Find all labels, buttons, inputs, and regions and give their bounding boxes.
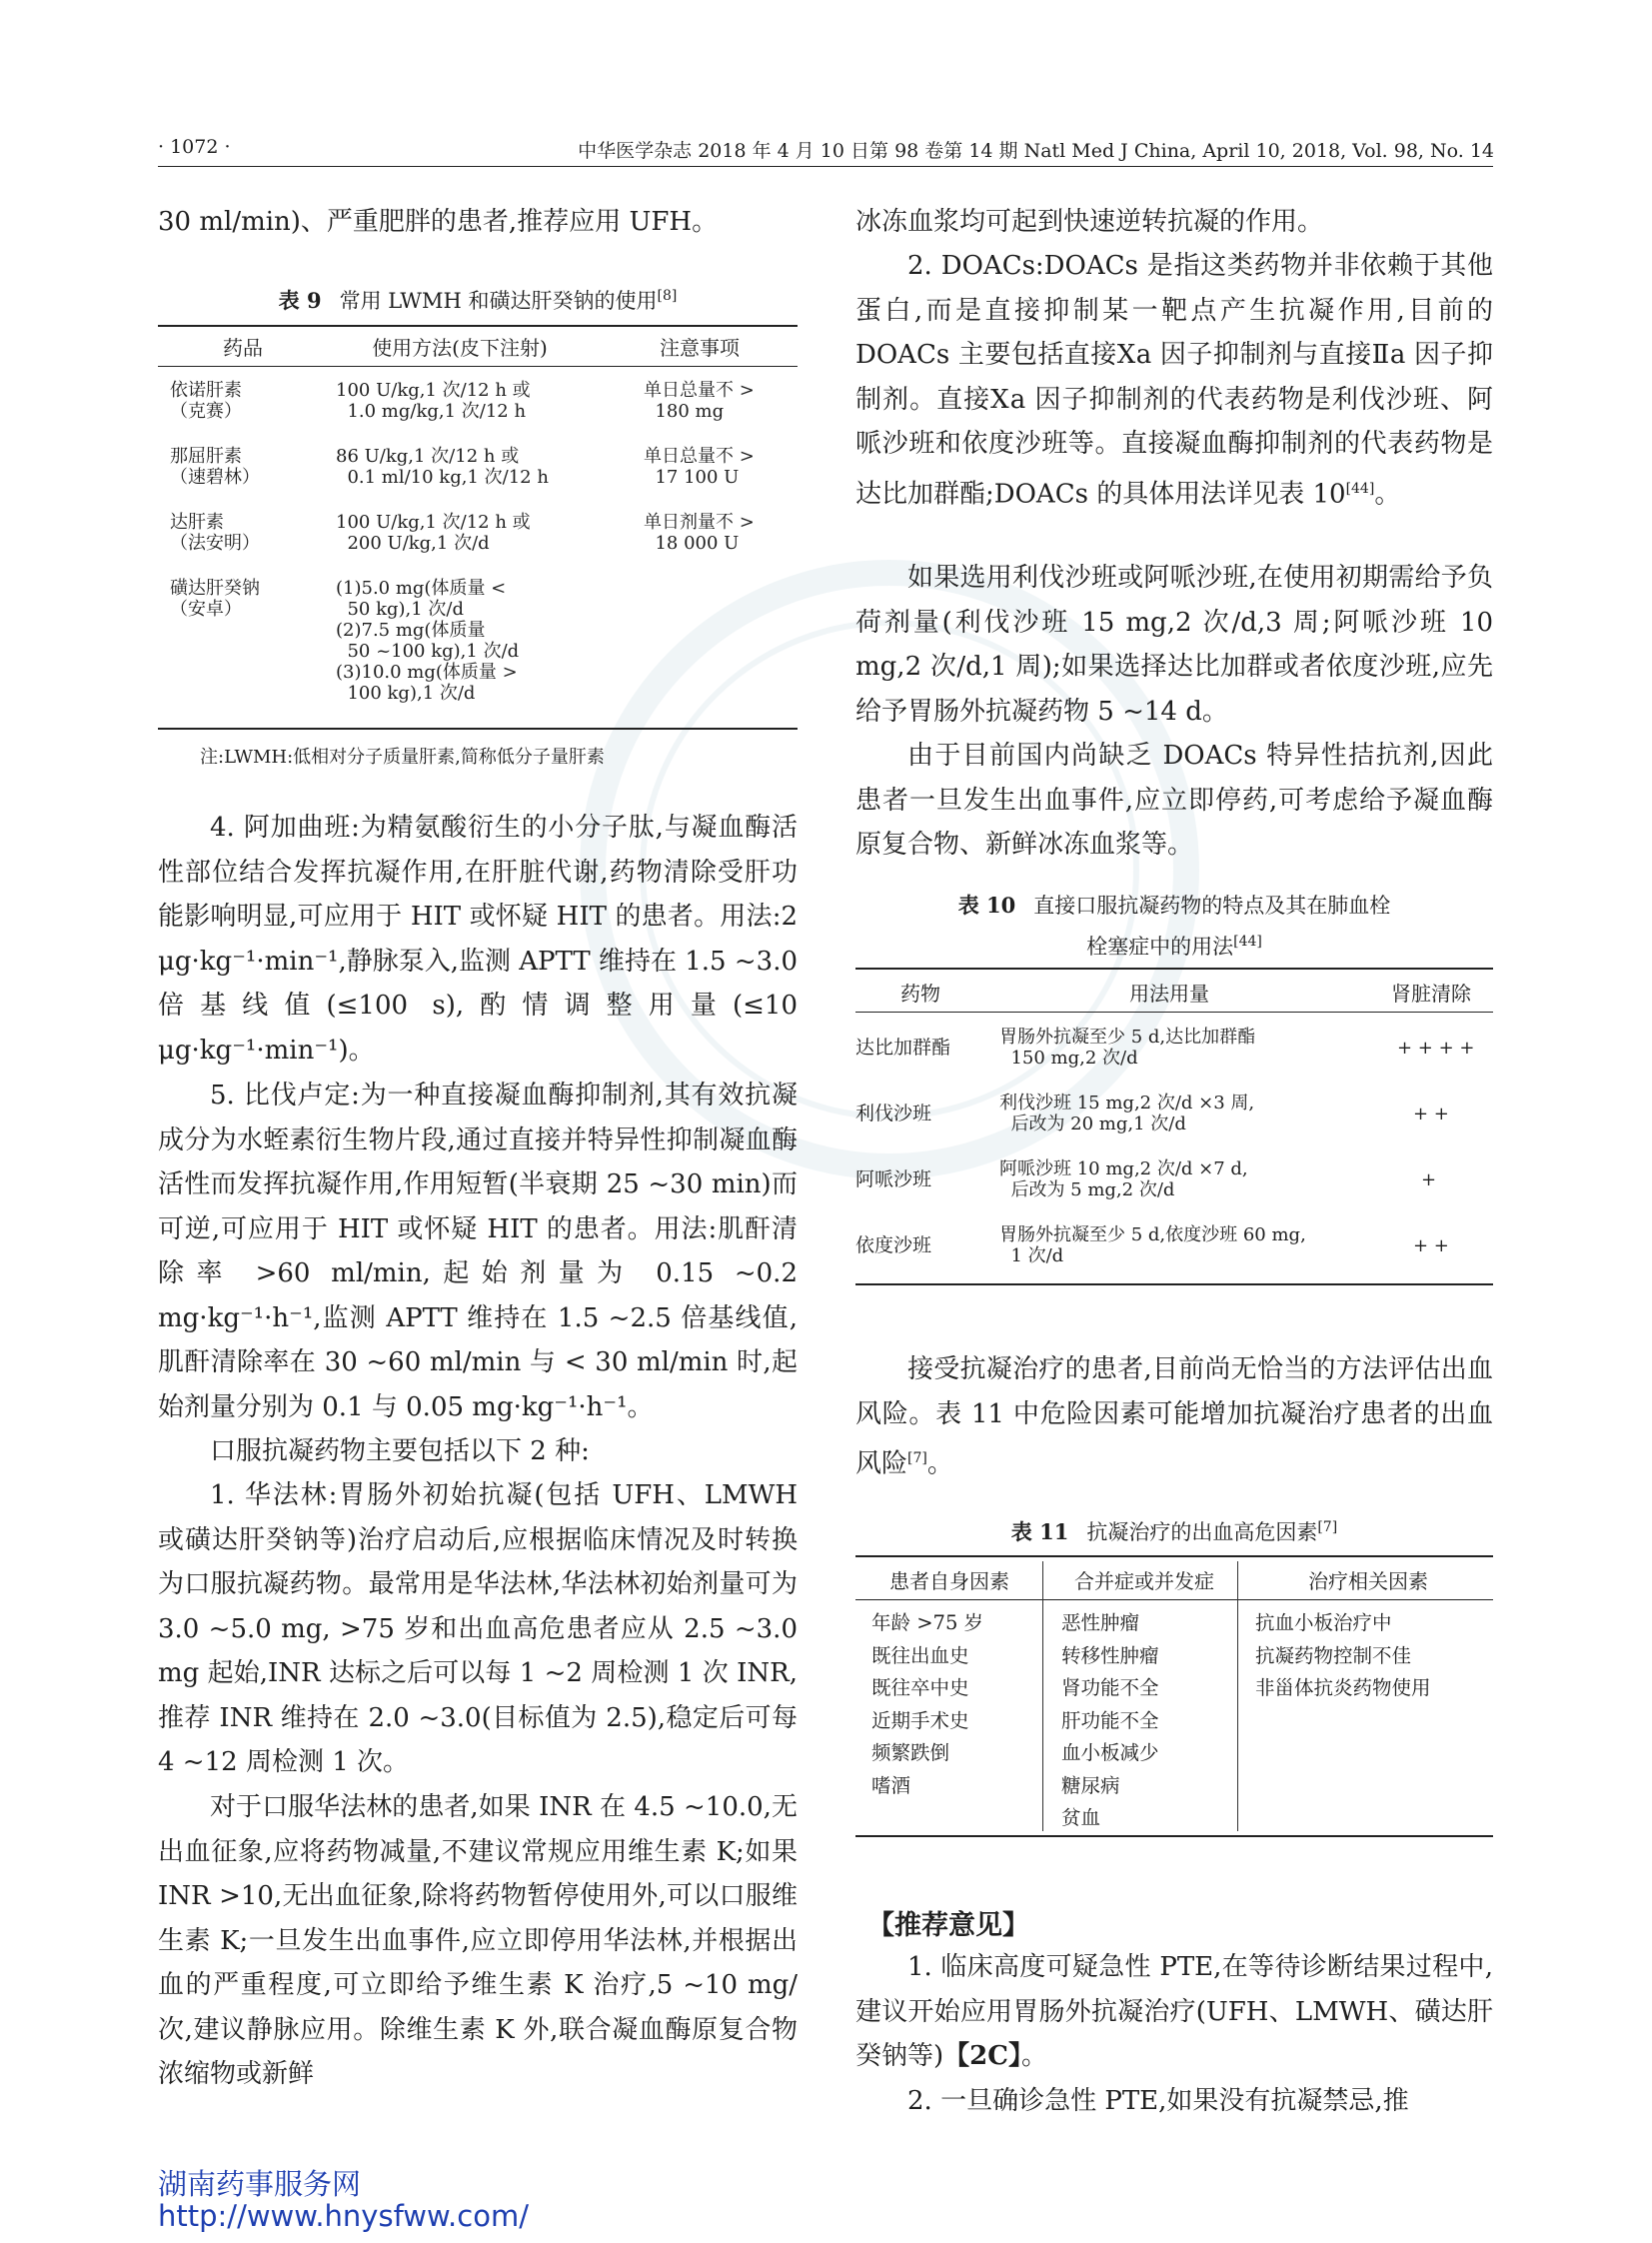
table9-row2-note: 单日总量不 > 17 100 U — [644, 446, 755, 488]
table9-row1-usage: 100 U/kg,1 次/12 h 或 1.0 mg/kg,1 次/12 h — [336, 380, 531, 422]
table10-row3-drug: 阿哌沙班 — [855, 1168, 932, 1190]
table11-divider-2 — [1237, 1561, 1238, 1831]
table10-row4-usage: 胃肠外抗凝至少 5 d,依度沙班 60 mg, 1 次/d — [999, 1224, 1306, 1266]
table11-caption — [855, 1509, 1493, 1550]
table9-row4-drug: 磺达肝癸钠 （安卓） — [170, 578, 260, 620]
table10-row2-renal: + + — [1413, 1104, 1449, 1124]
table9-row3-note: 单日剂量不 > 18 000 U — [644, 512, 755, 554]
table11-header-comorbidity: 合并症或并发症 — [1074, 1569, 1214, 1593]
table9-header-rule — [158, 366, 798, 367]
table11-col-comorbidity — [1061, 1607, 1159, 1835]
table10-row1-usage: 胃肠外抗凝至少 5 d,达比加群酯 150 mg,2 次/d — [999, 1027, 1256, 1069]
page-number: · 1072 · — [158, 136, 231, 158]
table11-patient-item: 既往卒中史 — [871, 1676, 969, 1699]
table9-row2-drug: 那屈肝素 （速碧林） — [170, 446, 260, 488]
table11-col-patient — [871, 1607, 983, 1802]
table10-caption-line1 — [855, 888, 1493, 924]
table11-patient-item: 近期手术史 — [871, 1708, 969, 1732]
table10-top-rule — [855, 968, 1493, 970]
table11-comorbidity-item: 转移性肿瘤 — [1061, 1643, 1159, 1667]
table11-patient-item: 年龄 >75 岁 — [871, 1611, 984, 1634]
recommendation-1-end: 。 — [1020, 2041, 1047, 2071]
table9-caption — [158, 278, 798, 319]
table11-comorbidity-item: 贫血 — [1061, 1806, 1101, 1829]
right-paragraph-bleeding-end: 。 — [926, 1448, 953, 1479]
table11-ref: [7] — [1317, 1519, 1338, 1535]
table9-row3-usage: 100 U/kg,1 次/12 h 或 200 U/kg,1 次/d — [336, 512, 531, 554]
table9-header-usage: 使用方法(皮下注射) — [372, 336, 548, 360]
recommendation-heading: 【推荐意见】 — [867, 1910, 1029, 1941]
table11-treatment-item: 抗血小板治疗中 — [1255, 1611, 1392, 1634]
table11-label: 表 11 — [1010, 1519, 1069, 1544]
table10-header-drug: 药物 — [900, 982, 940, 1006]
table10-ref: [44] — [1233, 934, 1262, 950]
table10-row2-drug: 利伐沙班 — [855, 1103, 932, 1124]
table10-row4-renal: + + — [1413, 1235, 1449, 1256]
table10-row3-usage: 阿哌沙班 10 mg,2 次/d ×7 d, 后改为 5 mg,2 次/d — [999, 1158, 1248, 1200]
right-paragraph-doacs — [855, 244, 1493, 517]
left-paragraph-bivalirudin: 5. 比伐卢定:为一种直接凝血酶抑制剂,其有效抗凝成分为水蛭素衍生物片段,通过直接并特异性抑制凝血酶活性而发挥抗凝作用,作用短暂(半衰期 25 ~30 min)而可逆,可应用于 HIT 或怀疑 HIT 的患者。用法:肌酐清除率 >60 ml/min,起始剂量为 0.15 ~0.2 mg·kg⁻¹·h⁻¹,监测 APTT 维持在 1.5 ~2.5 倍基线值,肌酐清除率在 30 ~60 ml/min 与 < 30 ml/min 时,起始剂量分别为 0.1 与 0.05 mg·kg⁻¹·h⁻¹。 — [158, 1081, 798, 1422]
table10-label: 表 10 — [957, 893, 1016, 918]
table11-col-treatment — [1255, 1607, 1431, 1705]
table11-patient-item: 频繁跌倒 — [871, 1741, 950, 1764]
left-paragraph-argatroban: 4. 阿加曲班:为精氨酸衍生的小分子肽,与凝血酶活性部位结合发挥抗凝作用,在肝脏代谢,药物清除受肝功能影响明显,可应用于 HIT 或怀疑 HIT 的患者。用法:2 μg·kg⁻¹·min⁻¹,静脉泵入,监测 APTT 维持在 1.5 ~3.0 倍基线值(≤100 s),酌情调整用量(≤10 μg·kg⁻¹·min⁻¹)。 — [158, 813, 798, 1066]
table11-bottom-rule — [855, 1835, 1493, 1837]
table11-treatment-item: 非甾体抗炎药物使用 — [1255, 1676, 1431, 1699]
header-rule — [158, 166, 1493, 167]
right-paragraph-doacs-text: 2. DOACs:DOACs 是指这类药物并非依赖于其他蛋白,而是直接抑制某一靶点产生抗凝作用,目前的 DOACs 主要包括直接Ⅹa 因子抑制剂与直接Ⅱa 因子抑制剂。直接Ⅹa 因子抑制剂的代表药物是利伐沙班、阿哌沙班和依度沙班等。直接凝血酶抑制剂的代表药物是达比加群酯;DOACs 的具体用法详见表 10 — [855, 251, 1493, 510]
table10-row3-renal: + — [1421, 1169, 1437, 1190]
table11-header-rule — [855, 1599, 1493, 1600]
table9-row1-note: 单日总量不 > 180 mg — [644, 380, 755, 422]
table10-caption-line2 — [855, 924, 1493, 965]
table9-label: 表 9 — [278, 288, 322, 313]
left-paragraph-0: 30 ml/min)、严重肥胖的患者,推荐应用 UFH。 — [158, 207, 719, 237]
table11-treatment-item: 抗凝药物控制不佳 — [1255, 1643, 1412, 1667]
left-paragraph-oral-intro: 口服抗凝药物主要包括以下 2 种: — [210, 1436, 590, 1466]
recommendation-1-grade: 【2C】 — [943, 2041, 1021, 2071]
table9-ref: [8] — [657, 288, 678, 304]
table10-header-rule — [855, 1012, 1493, 1013]
journal-header: 中华医学杂志 2018 年 4 月 10 日第 98 卷第 14 期 Natl Med J China, April 10, 2018, Vol. 98, No. 14 — [578, 140, 1494, 162]
recommendation-2: 2. 一旦确诊急性 PTE,如果没有抗凝禁忌,推 — [907, 2086, 1409, 2116]
right-paragraph-bleeding-ref: [7] — [907, 1450, 927, 1466]
table11-comorbidity-item: 肾功能不全 — [1061, 1676, 1159, 1699]
table10-row2-usage: 利伐沙班 15 mg,2 次/d ×3 周, 后改为 20 mg,1 次/d — [999, 1093, 1255, 1134]
table10-header-usage: 用法用量 — [1129, 982, 1209, 1006]
footer-site-name: 湖南药事服务网 — [158, 2167, 362, 2201]
table11-patient-item: 既往出血史 — [871, 1643, 969, 1667]
table9-row3-drug: 达肝素 （法安明） — [170, 512, 260, 554]
table10-row4-drug: 依度沙班 — [855, 1234, 932, 1256]
left-paragraph-inr: 对于口服华法林的患者,如果 INR 在 4.5 ~10.0,无出血征象,应将药物减量,不建议常规应用维生素 K;如果 INR >10,无出血征象,除将药物暂停使用外,可以口服维生素 K;一旦发生出血事件,应立即停用华法林,并根据出血的严重程度,可立即给予维生素 K 治疗,5 ~10 mg/次,建议静脉应用。除维生素 K 外,联合凝血酶原复合物浓缩物或新鲜 — [158, 1792, 798, 2089]
table9-row4-usage: (1)5.0 mg(体质量 < 50 kg),1 次/d (2)7.5 mg(体质量 50 ~100 kg),1 次/d (3)10.0 mg(体质量 > 100 kg),1 次/d — [336, 578, 520, 704]
table9-row1-drug: 依诺肝素 （克赛） — [170, 380, 242, 422]
table10-title2: 栓塞症中的用法 — [1086, 935, 1234, 959]
table11-patient-item: 嗜酒 — [871, 1773, 911, 1797]
recommendation-1-text: 1. 临床高度可疑急性 PTE,在等待诊断结果过程中,建议开始应用胃肠外抗凝治疗(UFH、LMWH、磺达肝癸钠等) — [855, 1952, 1493, 2071]
table9-row2-usage: 86 U/kg,1 次/12 h 或 0.1 ml/10 kg,1 次/12 h — [336, 446, 549, 488]
right-paragraph-bleeding-text: 接受抗凝治疗的患者,目前尚无恰当的方法评估出血风险。表 11 中危险因素可能增加抗凝治疗患者的出血风险 — [855, 1354, 1493, 1479]
footer-site-url[interactable]: http://www.hnysfww.com/ — [158, 2199, 529, 2233]
table9-header-notes: 注意事项 — [660, 336, 740, 360]
table9-header-drug: 药品 — [223, 336, 263, 360]
recommendation-1 — [855, 1945, 1493, 2079]
right-paragraph-doacs-ref: [44] — [1345, 480, 1375, 497]
table11-header-patient: 患者自身因素 — [889, 1569, 1009, 1593]
table10-row1-drug: 达比加群酯 — [855, 1037, 951, 1059]
table11-comorbidity-item: 恶性肿瘤 — [1061, 1611, 1140, 1634]
table11-title: 抗凝治疗的出血高危因素 — [1086, 1520, 1318, 1544]
table11-comorbidity-item: 血小板减少 — [1061, 1741, 1159, 1764]
table11-comorbidity-item: 肝功能不全 — [1061, 1708, 1159, 1732]
table11-top-rule — [855, 1555, 1493, 1557]
table10-title1: 直接口服抗凝药物的特点及其在肺血栓 — [1033, 894, 1391, 918]
table9-footnote: 注:LWMH:低相对分子质量肝素,简称低分子量肝素 — [200, 747, 605, 768]
table11-header-treatment: 治疗相关因素 — [1308, 1569, 1428, 1593]
table9-bottom-rule — [158, 728, 798, 730]
right-paragraph-bleeding-risk — [855, 1347, 1493, 1486]
table9-top-rule — [158, 325, 798, 327]
table11-comorbidity-item: 糖尿病 — [1061, 1773, 1120, 1797]
right-paragraph-0: 冰冻血浆均可起到快速逆转抗凝的作用。 — [855, 207, 1324, 237]
table11-divider-1 — [1042, 1561, 1043, 1831]
table10-header-renal: 肾脏清除 — [1391, 982, 1471, 1006]
right-paragraph-doacs-end: 。 — [1374, 479, 1401, 510]
table10-bottom-rule — [855, 1283, 1493, 1285]
right-paragraph-antagonist: 由于目前国内尚缺乏 DOACs 特异性拮抗剂,因此患者一旦发生出血事件,应立即停药,可考虑给予凝血酶原复合物、新鲜冰冻血浆等。 — [855, 741, 1493, 860]
table10-row1-renal: + + + + — [1397, 1038, 1475, 1059]
right-paragraph-loading: 如果选用利伐沙班或阿哌沙班,在使用初期需给予负荷剂量(利伐沙班 15 mg,2 次/d,3 周;阿哌沙班 10 mg,2 次/d,1 周);如果选择达比加群或者依度沙班,应先给予胃肠外抗凝药物 5 ~14 d。 — [855, 563, 1493, 727]
left-paragraph-warfarin: 1. 华法林:胃肠外初始抗凝(包括 UFH、LMWH 或磺达肝癸钠等)治疗启动后,应根据临床情况及时转换为口服抗凝药物。最常用是华法林,华法林初始剂量可为 3.0 ~5.0 mg, >75 岁和出血高危患者应从 2.5 ~3.0 mg 起始,INR 达标之后可以每 1 ~2 周检测 1 次 INR,推荐 INR 维持在 2.0 ~3.0(目标值为 2.5),稳定后可每 4 ~12 周检测 1 次。 — [158, 1480, 798, 1777]
table9-title: 常用 LWMH 和磺达肝癸钠的使用 — [339, 289, 658, 313]
